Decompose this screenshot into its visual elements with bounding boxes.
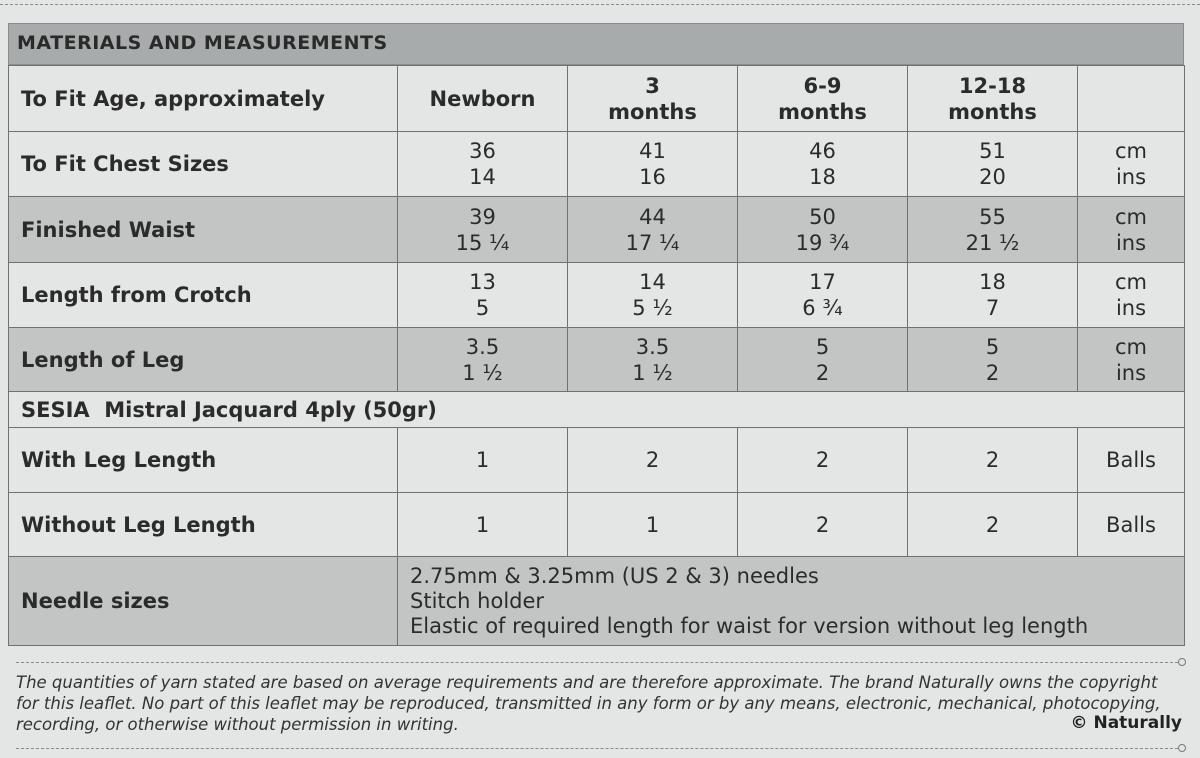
table-cell: 3.5 1 ½	[568, 328, 738, 392]
unit-header	[1078, 66, 1185, 132]
table-cell: 36 14	[398, 132, 568, 197]
table-row	[9, 428, 1185, 493]
row-label: Finished Waist	[9, 197, 398, 263]
yarn-title-row	[9, 392, 1185, 428]
table-cell: 2	[908, 428, 1078, 493]
needles-row	[9, 557, 1185, 646]
table-row	[9, 132, 1185, 197]
measurements-table	[8, 65, 1185, 646]
footer-bottom-dashed-rule	[16, 748, 1178, 749]
table-cell: 5 2	[908, 328, 1078, 392]
age-header-row	[9, 66, 1185, 132]
table-cell: 55 21 ½	[908, 197, 1078, 263]
table-cell: 1	[568, 493, 738, 557]
table-cell: 41 16	[568, 132, 738, 197]
table-cell: 46 18	[738, 132, 908, 197]
table-cell: 2	[568, 428, 738, 493]
size-header-12-18m: 12-18 months	[908, 66, 1078, 132]
unit-cell: cm ins	[1078, 132, 1185, 197]
table-cell: 17 6 ¾	[738, 263, 908, 328]
table-cell: 5 2	[738, 328, 908, 392]
footer-disclaimer: The quantities of yarn stated are based on average requirements and are therefore approximate. The brand Naturally owns the copyright for this leaflet. No part of this leaflet may be reproduced, transmitted in any form or by any means, electronic, mechanical, photocopying, recording, or otherwise without permission in writing.	[16, 673, 1161, 734]
table-cell: 3.5 1 ½	[398, 328, 568, 392]
needles-details	[398, 557, 1185, 646]
needles-label: Needle sizes	[9, 557, 398, 646]
row-label: To Fit Chest Sizes	[9, 132, 398, 197]
table-cell: 18 7	[908, 263, 1078, 328]
needles-line: Stitch holder	[410, 588, 545, 613]
table-row	[9, 493, 1185, 557]
rule-end-marker	[1178, 658, 1186, 666]
needles-line: 2.75mm & 3.25mm (US 2 & 3) needles	[410, 563, 819, 588]
table-cell: 1	[398, 428, 568, 493]
unit-cell: Balls	[1078, 493, 1185, 557]
unit-cell: Balls	[1078, 428, 1185, 493]
row-label: Length of Leg	[9, 328, 398, 392]
table-cell: 2	[738, 428, 908, 493]
section-header	[8, 23, 1184, 65]
table-cell: 51 20	[908, 132, 1078, 197]
table-cell: 2	[908, 493, 1078, 557]
table-cell: 50 19 ¾	[738, 197, 908, 263]
table-cell: 39 15 ¼	[398, 197, 568, 263]
table-cell: 14 5 ½	[568, 263, 738, 328]
unit-cell: cm ins	[1078, 328, 1185, 392]
needles-line: Elastic of required length for waist for version without leg length	[410, 613, 1089, 638]
table-cell: 1	[398, 493, 568, 557]
row-label: With Leg Length	[9, 428, 398, 493]
footer-top-dashed-rule	[16, 662, 1178, 663]
rule-end-marker	[1178, 744, 1186, 752]
table-row	[9, 197, 1185, 263]
table-cell: 13 5	[398, 263, 568, 328]
table-row	[9, 328, 1185, 392]
unit-cell: cm ins	[1078, 197, 1185, 263]
row-label: Without Leg Length	[9, 493, 398, 557]
top-dashed-rule	[0, 4, 1200, 5]
section-title: MATERIALS AND MEASUREMENTS	[17, 32, 388, 54]
size-header-3m: 3 months	[568, 66, 738, 132]
table-cell: 44 17 ¼	[568, 197, 738, 263]
unit-cell: cm ins	[1078, 263, 1185, 328]
age-header-label: To Fit Age, approximately	[9, 66, 398, 132]
yarn-title: SESIA Mistral Jacquard 4ply (50gr)	[9, 392, 1185, 428]
table-cell: 2	[738, 493, 908, 557]
copyright-notice: © Naturally	[1070, 713, 1182, 733]
size-header-6-9m: 6-9 months	[738, 66, 908, 132]
row-label: Length from Crotch	[9, 263, 398, 328]
size-header-newborn: Newborn	[398, 66, 568, 132]
table-row	[9, 263, 1185, 328]
